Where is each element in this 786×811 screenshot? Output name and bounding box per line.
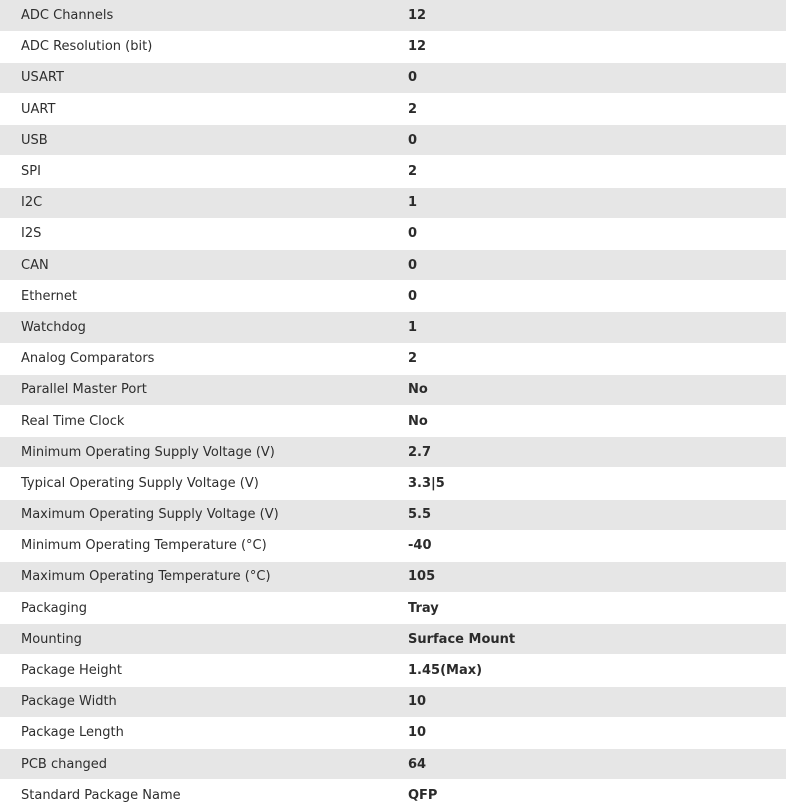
- spec-value: 64: [387, 749, 786, 780]
- spec-label: Standard Package Name: [0, 780, 387, 811]
- spec-label: Mounting: [0, 624, 387, 655]
- spec-value: 1: [387, 187, 786, 218]
- spec-value: 0: [387, 62, 786, 93]
- spec-value: 2: [387, 156, 786, 187]
- spec-row-ethernet: [0, 281, 786, 312]
- spec-label: I2C: [0, 187, 387, 218]
- spec-row-max-supply-voltage: [0, 499, 786, 530]
- spec-value: Surface Mount: [387, 624, 786, 655]
- spec-label: UART: [0, 94, 387, 125]
- spec-row-package-width: [0, 686, 786, 717]
- spec-value: 10: [387, 686, 786, 717]
- spec-label: Real Time Clock: [0, 405, 387, 436]
- spec-value: QFP: [387, 780, 786, 811]
- spec-row-min-temperature: [0, 530, 786, 561]
- spec-label: Maximum Operating Temperature (°C): [0, 561, 387, 592]
- spec-label: USART: [0, 62, 387, 93]
- spec-row-mounting: [0, 624, 786, 655]
- spec-value: -40: [387, 530, 786, 561]
- spec-value: 105: [387, 561, 786, 592]
- spec-value: 3.3|5: [387, 468, 786, 499]
- spec-row-can: [0, 250, 786, 281]
- spec-value: 5.5: [387, 499, 786, 530]
- spec-value: 0: [387, 281, 786, 312]
- spec-label: Packaging: [0, 593, 387, 624]
- spec-row-min-supply-voltage: [0, 437, 786, 468]
- spec-value: No: [387, 405, 786, 436]
- spec-value: 10: [387, 717, 786, 748]
- spec-value: Tray: [387, 593, 786, 624]
- spec-value: 1.45(Max): [387, 655, 786, 686]
- spec-label: Maximum Operating Supply Voltage (V): [0, 499, 387, 530]
- spec-value: 0: [387, 218, 786, 249]
- spec-row-pcb-changed: [0, 749, 786, 780]
- spec-row-analog-comparators: [0, 343, 786, 374]
- spec-value: No: [387, 374, 786, 405]
- spec-label: SPI: [0, 156, 387, 187]
- spec-row-i2s: [0, 218, 786, 249]
- spec-row-parallel-master-port: [0, 374, 786, 405]
- spec-row-real-time-clock: [0, 405, 786, 436]
- spec-value: 0: [387, 250, 786, 281]
- spec-label: Package Height: [0, 655, 387, 686]
- spec-value: 12: [387, 0, 786, 31]
- spec-label: I2S: [0, 218, 387, 249]
- spec-label: Package Width: [0, 686, 387, 717]
- spec-row-standard-package-name: [0, 780, 786, 811]
- spec-row-package-length: [0, 717, 786, 748]
- spec-row-usb: [0, 125, 786, 156]
- spec-row-package-height: [0, 655, 786, 686]
- spec-label: Parallel Master Port: [0, 374, 387, 405]
- spec-label: Ethernet: [0, 281, 387, 312]
- spec-label: CAN: [0, 250, 387, 281]
- spec-value: 1: [387, 312, 786, 343]
- spec-label: Watchdog: [0, 312, 387, 343]
- spec-label: Minimum Operating Temperature (°C): [0, 530, 387, 561]
- spec-row-adc-channels: [0, 0, 786, 31]
- spec-row-usart: [0, 62, 786, 93]
- spec-label: ADC Channels: [0, 0, 387, 31]
- spec-row-i2c: [0, 187, 786, 218]
- spec-label: Package Length: [0, 717, 387, 748]
- spec-row-watchdog: [0, 312, 786, 343]
- spec-value: 12: [387, 31, 786, 62]
- spec-row-spi: [0, 156, 786, 187]
- spec-label: USB: [0, 125, 387, 156]
- spec-value: 0: [387, 125, 786, 156]
- spec-label: ADC Resolution (bit): [0, 31, 387, 62]
- spec-row-typ-supply-voltage: [0, 468, 786, 499]
- spec-value: 2: [387, 94, 786, 125]
- spec-label: Typical Operating Supply Voltage (V): [0, 468, 387, 499]
- spec-row-adc-resolution: [0, 31, 786, 62]
- spec-value: 2.7: [387, 437, 786, 468]
- spec-row-packaging: [0, 593, 786, 624]
- spec-row-max-temperature: [0, 561, 786, 592]
- spec-label: Analog Comparators: [0, 343, 387, 374]
- spec-label: Minimum Operating Supply Voltage (V): [0, 437, 387, 468]
- spec-value: 2: [387, 343, 786, 374]
- spec-label: PCB changed: [0, 749, 387, 780]
- spec-row-uart: [0, 94, 786, 125]
